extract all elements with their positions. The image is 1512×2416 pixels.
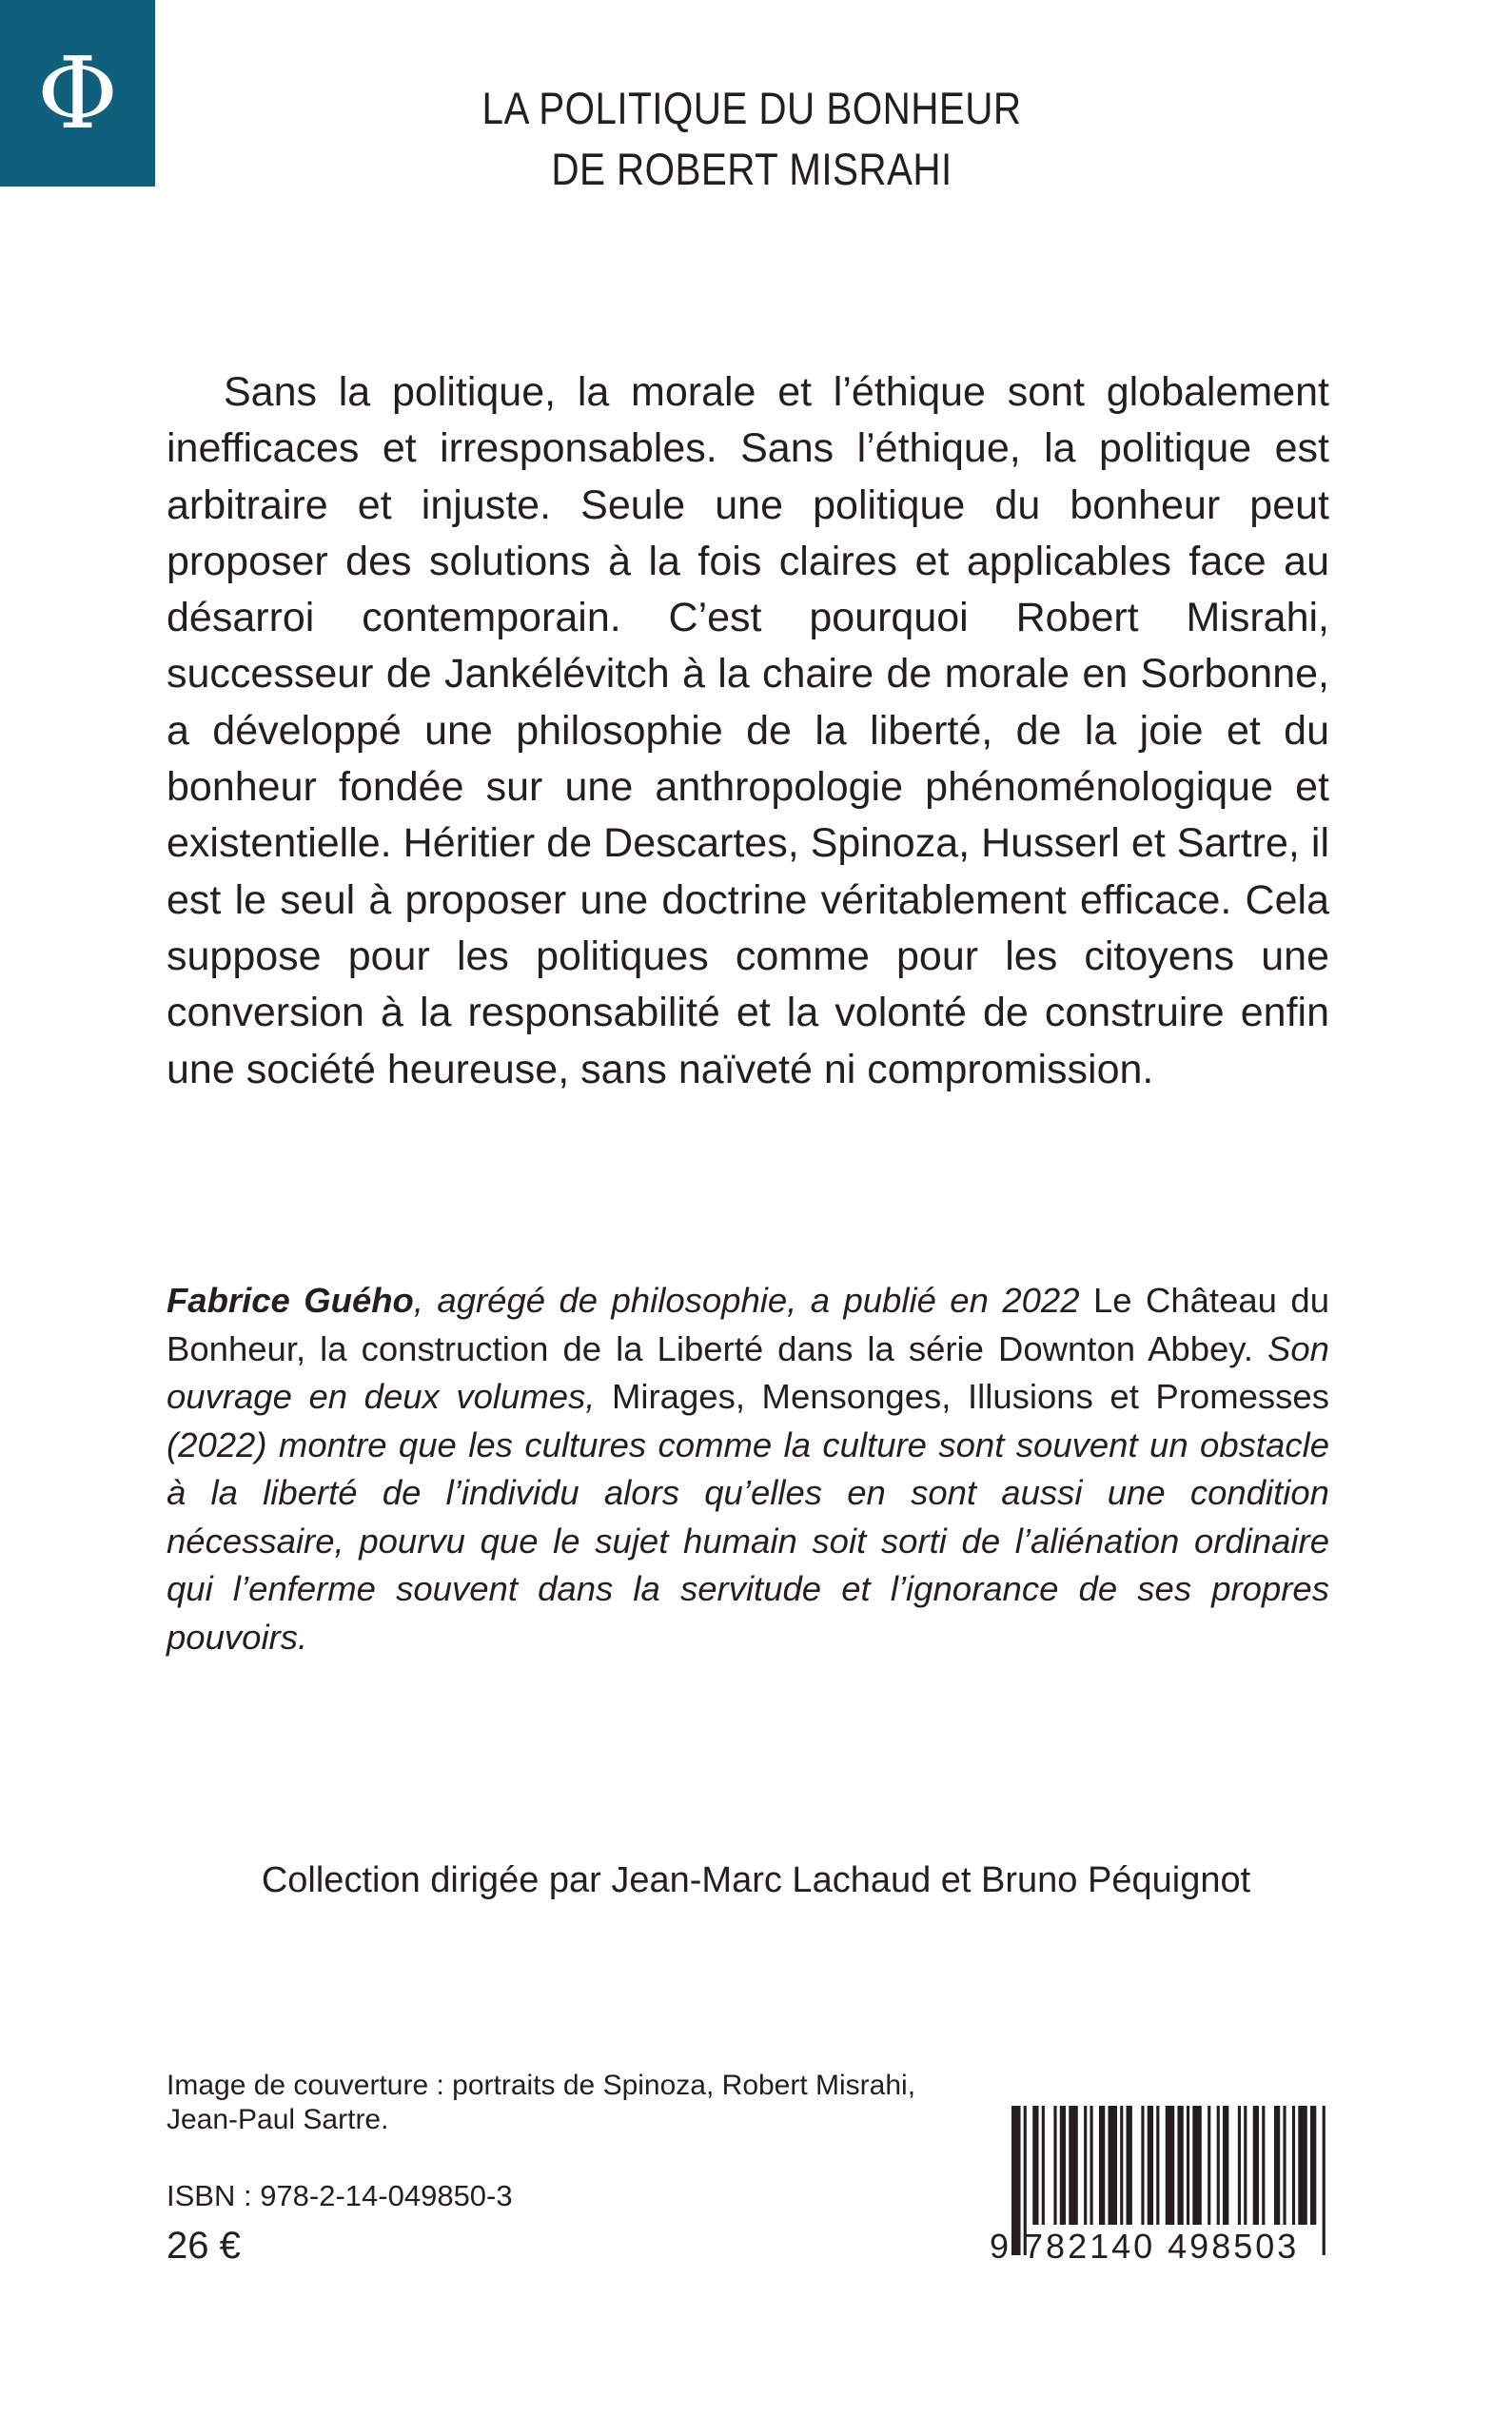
barcode-bar — [1298, 2106, 1307, 2225]
barcode-bar — [1032, 2106, 1038, 2225]
phi-logo-glyph: Φ — [36, 35, 119, 151]
barcode-bar — [1292, 2106, 1295, 2225]
barcode-bar — [1223, 2106, 1228, 2225]
book-title-line-1: LA POLITIQUE DU BONHEUR — [481, 83, 1022, 133]
isbn: ISBN : 978-2-14-049850-3 — [167, 2179, 513, 2212]
price: 26 € — [167, 2225, 241, 2267]
barcode-bar — [1084, 2106, 1087, 2225]
barcode-bar — [1208, 2106, 1210, 2225]
book-abstract: Sans la politique, la morale et l’éthique sont globalement inefficaces et irresponsables. Sans l’éthique, la politique est arbitraire et injuste. Seule une politique du bonheur peut proposer des solutions à la fois claires et applicables face au désarroi contemporain. C’est pourquoi Robert Misrahi, successeur de Jankélévitch à la chaire de morale en Sorbonne, a développé une philosophie de la liberté, de la joie et du bonheur fondée sur une anthropologie phénoménologique et existentielle. Héritier de Descartes, Spinoza, Husserl et Sartre, il est le seul à proposer une doctrine véritablement efficace. Cela suppose pour les politiques comme pour les citoyens une conversion à la responsabilité et la volonté de construire enfin une société heureuse, sans naïveté ni compromission. — [167, 369, 1329, 1092]
barcode-bar — [1099, 2106, 1105, 2225]
bio-text-1: , agrégé de philosophie, a publié en 2022 — [413, 1281, 1093, 1320]
barcode-bar — [1141, 2106, 1144, 2225]
barcode-bar — [1217, 2106, 1220, 2225]
barcode-bar — [1177, 2106, 1183, 2225]
barcode-bar — [1283, 2106, 1286, 2225]
barcode-bar — [1108, 2106, 1117, 2225]
barcode-bar — [1244, 2106, 1247, 2225]
barcode-digits: 9 782140 498503 — [990, 2227, 1300, 2266]
barcode-bar — [1238, 2106, 1241, 2225]
barcode-bar — [1060, 2106, 1066, 2225]
barcode-bar — [1053, 2106, 1056, 2225]
barcode-bar — [1090, 2106, 1092, 2225]
barcode-bar — [1166, 2106, 1175, 2225]
barcode-bar — [1127, 2106, 1132, 2225]
publisher-logo — [0, 0, 155, 187]
bio-text-3: (2022) montre que les cultures comme la culture sont souvent un obstacle à la liberté de l’individu alors qu’elles en sont aussi une condition nécessaire, pourvu que le sujet humain soit sorti de l’aliénation ordinaire qui l’enferme souvent dans la servitude et l’ignorance de ses propres pouvoirs. — [167, 1424, 1329, 1657]
barcode-bar — [1253, 2106, 1259, 2225]
author-bio — [167, 1277, 1329, 1661]
barcode-bar — [1310, 2106, 1316, 2225]
bio-text-2: Son ouvrage en deux volumes, — [167, 1328, 1329, 1416]
barcode-bar — [1042, 2106, 1045, 2225]
barcode-bar — [1192, 2106, 1202, 2225]
author-name: Fabrice Guého — [167, 1281, 414, 1320]
barcode-bar — [1156, 2106, 1159, 2225]
barcode-bar — [1069, 2106, 1078, 2225]
collection-editors: Collection dirigée par Jean-Marc Lachaud et Bruno Péquignot — [261, 1860, 1251, 1900]
barcode-bar — [1274, 2106, 1280, 2225]
barcode-bar — [1187, 2106, 1189, 2225]
bio-book-2: Mirages, Mensonges, Illusions et Promesses — [612, 1377, 1329, 1416]
bio-book-1: Le Château du Bonheur, la construction de la Liberté dans la série Downton Abbey. — [167, 1281, 1329, 1368]
barcode-bar — [1148, 2106, 1153, 2225]
cover-image-credits: Image de couverture : portraits de Spinoza, Robert Misrahi, Jean-Paul Sartre. — [167, 2070, 916, 2135]
book-title-line-2: DE ROBERT MISRAHI — [551, 144, 952, 194]
barcode-bar — [1120, 2106, 1123, 2225]
barcode-bar — [1262, 2106, 1265, 2225]
